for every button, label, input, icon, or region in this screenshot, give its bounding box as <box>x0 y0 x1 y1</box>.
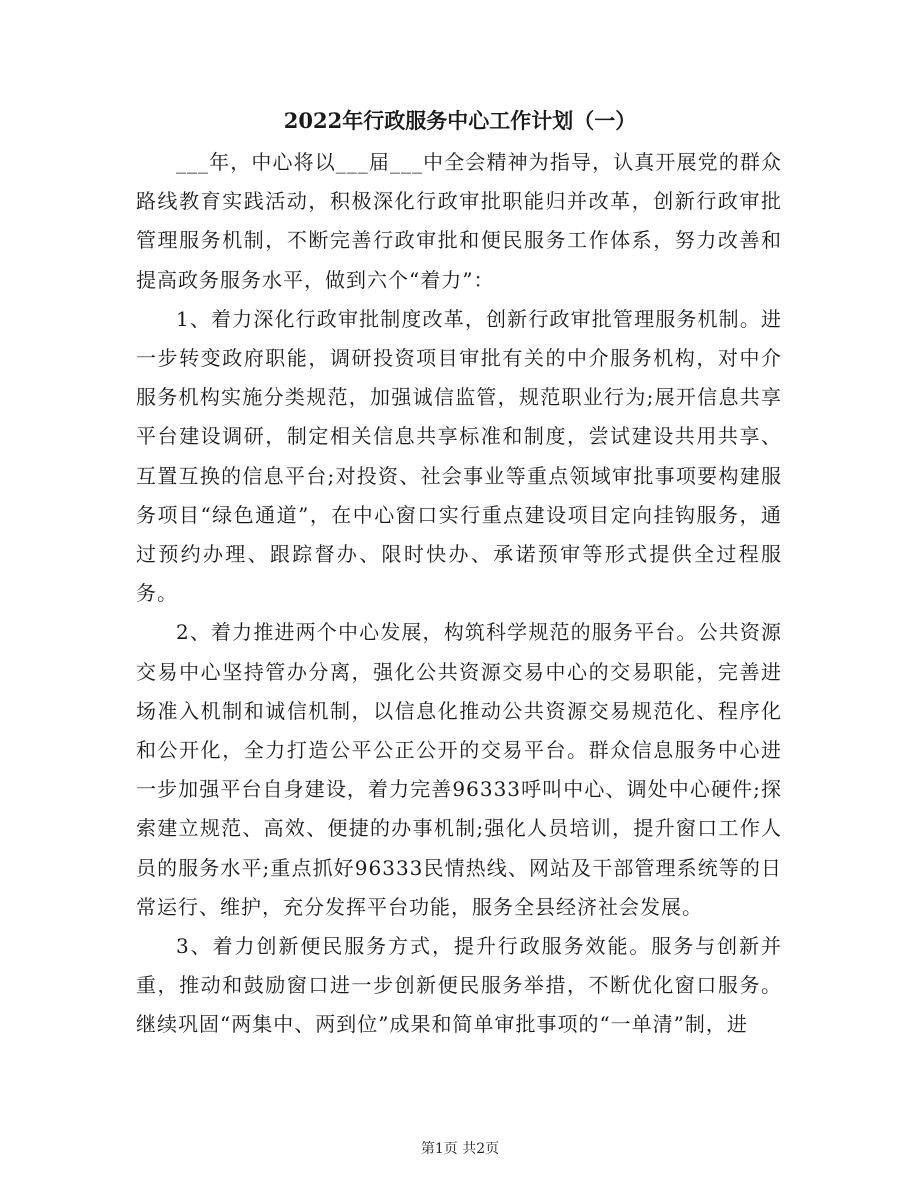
document-title: 2022年行政服务中心工作计划（一） <box>283 108 637 133</box>
document-body <box>136 143 782 1045</box>
paragraph-item-1: 1、着力深化行政审批制度改革，创新行政审批管理服务机制。进一步转变政府职能，调研投资项目审批有关的中介服务机构，对中介服务机构实施分类规范，加强诚信监管，规范职业行为;展开信息共享平台建设调研，制定相关信息共享标准和制度，尝试建设共用共享、互置互换的信息平台;对投资、社会事业等重点领域审批事项要构建服务项目“绿色通道”，在中心窗口实行重点建设项目定向挂钩服务，通过预约办理、跟踪督办、限时快办、承诺预审等形式提供全过程服务。 <box>136 306 782 606</box>
page-number-footer: 第1页 共2页 <box>420 1141 500 1157</box>
paragraph-item-3: 3、着力创新便民服务方式，提升行政服务效能。服务与创新并重，推动和鼓励窗口进一步创新便民服务举措，不断优化窗口服务。继续巩固“两集中、两到位”成果和简单审批事项的“一单清”制，进 <box>136 934 782 1037</box>
paragraph-item-2: 2、着力推进两个中心发展，构筑科学规范的服务平台。公共资源交易中心坚持管办分离，强化公共资源交易中心的交易职能，完善进场准入机制和诚信机制，以信息化推动公共资源交易规范化、程序化和公开化，全力打造公平公正公开的交易平台。群众信息服务中心进一步加强平台自身建设，着力完善96333呼叫中心、调处中心硬件;探索建立规范、高效、便捷的办事机制;强化人员培训，提升窗口工作人员的服务水平;重点抓好96333民情热线、网站及干部管理系统等的日常运行、维护，充分发挥平台功能，服务全县经济社会发展。 <box>136 620 782 919</box>
paragraph-intro: ___年，中心将以___届___中全会精神为指导，认真开展党的群众路线教育实践活动，积极深化行政审批职能归并改革，创新行政审批管理服务机制，不断完善行政审批和便民服务工作体系，努力改善和提高政务服务水平，做到六个“着力”： <box>136 150 782 292</box>
